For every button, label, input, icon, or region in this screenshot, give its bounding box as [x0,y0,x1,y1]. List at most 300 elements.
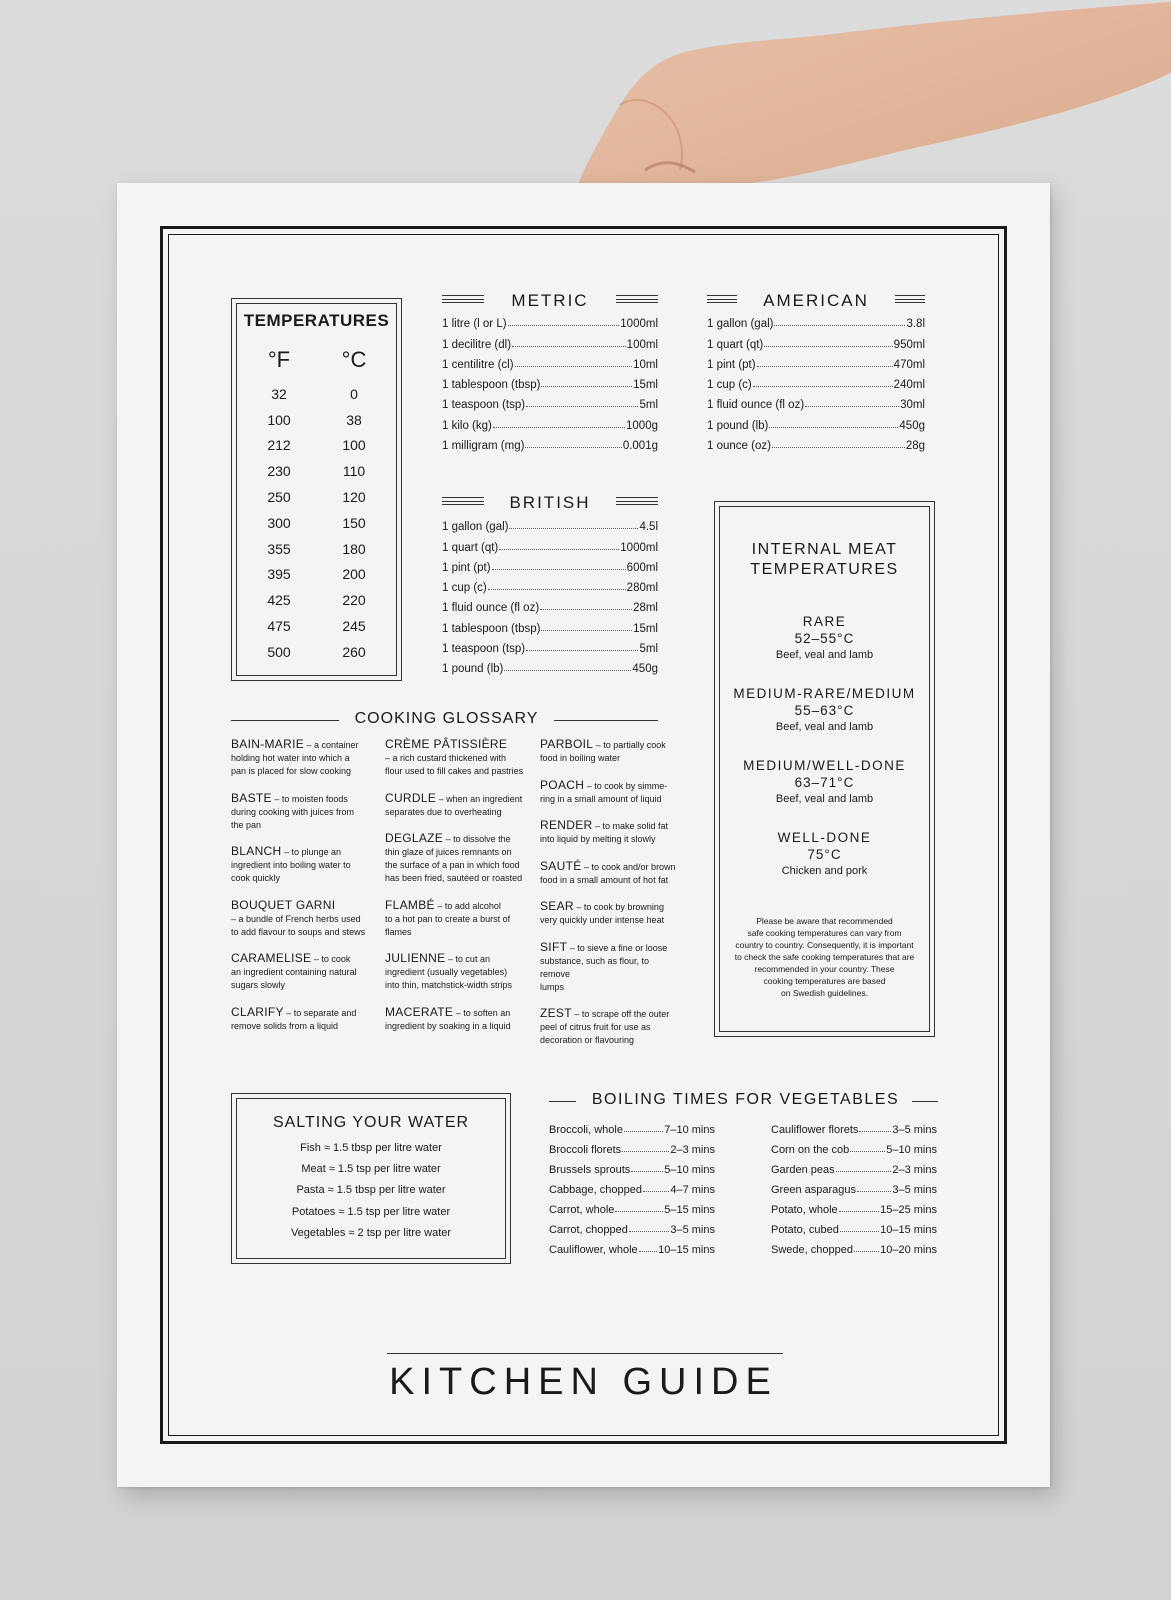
row-label: 1 fluid ounce (fl oz) [707,399,805,412]
row-label: 1 cup (c) [707,379,752,392]
leader-dots [840,1231,879,1232]
glossary-first-line [385,1006,525,1020]
glossary-definition-line: flour used to fill cakes and pastries [385,766,524,776]
meat-level-name: RARE [802,614,847,629]
row-label: 1 quart (qt) [442,541,499,554]
meat-level-temp: 55–63°C [794,703,855,718]
glossary-item [540,1007,680,1047]
row-value: 3–5 mins [892,1124,937,1136]
glossary-definition-line: food in boiling water [540,753,621,763]
boiling-row [771,1236,937,1256]
leader-dots [839,1211,879,1212]
row-label: 1 pint (pt) [442,561,491,574]
celsius-value: 220 [342,592,366,609]
glossary-definition: – to sieve a fine or loose [567,942,668,953]
meat-level-temp: 75°C [807,847,842,862]
glossary-item [231,792,371,832]
glossary-definition-line: separates due to overheating [385,806,502,817]
temperature-row [254,587,379,613]
glossary-definition: – to add alcohol [434,900,501,911]
glossary-definition-line: the pan [231,819,262,830]
celsius-value: 180 [342,540,366,557]
leader-dots [622,1151,669,1152]
glossary-term: POACH [540,777,585,792]
glossary-first-line [540,779,680,793]
glossary-definition-line: has been fried, sautéed or roasted [385,873,523,883]
boiling-row [549,1136,715,1156]
boiling-row [771,1136,937,1156]
row-value: 5ml [639,399,658,412]
meat-level [715,686,934,758]
glossary-definition: – to cook and/or brown [581,861,676,872]
leader-dots [643,1191,669,1192]
leader-dots [509,528,638,529]
metric-title: METRIC [511,291,589,310]
american-row [707,432,925,452]
glossary-definition-line: decoration or flavouring [540,1035,635,1045]
row-label: 1 tablespoon (tbsp) [442,622,541,635]
row-value: 30ml [900,399,925,412]
row-label: Green asparagus [771,1184,856,1196]
temperatures-header [254,347,379,373]
fahrenheit-value: 100 [267,411,291,428]
glossary-definition: – to plunge an [281,847,342,857]
heading-bars-right [616,295,658,303]
glossary-definition: – to cook by simme- [584,780,668,791]
glossary-first-line [385,952,525,966]
british-row [442,513,658,533]
american-row [707,391,925,411]
british-row [442,554,658,574]
meat-temperatures-box [714,501,935,1037]
row-label: 1 decilitre (dl) [442,338,512,351]
glossary-term: BASTE [231,790,272,805]
leader-dots [492,569,626,570]
glossary-definition: – to separate and [283,1007,357,1018]
row-value: 2–3 mins [892,1164,937,1176]
kitchen-guide-poster [117,183,1050,1487]
glossary-definition-line: during cooking with juices from [231,806,355,817]
temperature-row [254,639,379,665]
celsius-value: 245 [342,618,366,635]
celsius-value: 200 [342,566,366,583]
glossary-term: BOUQUET GARNI [231,897,336,912]
glossary-item [385,952,525,992]
meat-title [715,540,934,580]
glossary-first-line [540,941,680,955]
row-value: 5–15 mins [664,1204,715,1216]
glossary-column-3 [540,738,680,1061]
temperature-row [254,458,379,484]
row-value: 4.5l [639,521,658,534]
row-value: 15–25 mins [880,1204,937,1216]
glossary-definition-line: food in a small amount of hot fat [540,874,669,885]
meat-level-name: MEDIUM-RARE/MEDIUM [733,686,916,701]
glossary-definition-line: into thin, matchstick-width strips [385,980,513,990]
row-value: 0.001g [622,440,658,453]
glossary-definition-line: an ingredient containing natural [231,967,357,977]
leader-dots [512,346,626,347]
glossary-definition-line: ingredient into boiling water to [231,860,351,870]
row-label: 1 centilitre (cl) [442,358,514,371]
leader-dots [526,650,638,651]
glossary-first-line [540,900,680,914]
glossary-definition: – when an ingredient [436,793,523,804]
glossary-first-line [231,738,371,752]
glossary-definition-line: peel of citrus fruit for use as [540,1022,651,1032]
row-label: 1 litre (l or L) [442,318,507,331]
glossary-item [385,792,525,819]
row-value: 5–10 mins [886,1144,937,1156]
fahrenheit-value: 475 [267,618,291,635]
glossary-item [540,738,680,765]
american-table [707,310,925,452]
leader-dots [774,325,905,326]
glossary-definition: – to cook [311,954,351,964]
celsius-value: 120 [342,489,366,506]
temperature-row [254,510,379,536]
leader-dots [541,630,632,631]
row-value: 3–5 mins [670,1224,715,1236]
row-value: 280ml [626,582,658,595]
row-value: 10ml [633,358,658,371]
celsius-value: 110 [342,463,366,480]
temperatures-box [231,298,402,681]
fahrenheit-value: 250 [267,489,291,506]
glossary-definition: – to moisten foods [271,793,348,804]
glossary-rule-right [554,720,658,721]
boiling-row [549,1156,715,1176]
row-label: Swede, chopped [771,1244,853,1256]
fahrenheit-value: 300 [267,514,291,531]
row-label: Broccoli florets [549,1144,622,1156]
row-label: Broccoli, whole [549,1124,623,1136]
glossary-definition-line: ingredient (usually vegetables) [385,967,508,977]
glossary-term: BLANCH [231,844,282,858]
celsius-value: 150 [342,514,366,531]
glossary-first-line [385,832,525,846]
glossary-definition-line: thin glaze of juices remnants on [385,847,512,857]
leader-dots [805,406,899,407]
meat-level-desc: Beef, veal and lamb [775,793,874,805]
row-label: 1 gallon (gal) [707,318,774,331]
glossary-term: CLARIFY [231,1004,284,1019]
row-label: 1 pound (lb) [707,419,769,432]
leader-dots [631,1171,663,1172]
fahrenheit-value: 32 [271,385,287,402]
poster-title: KITCHEN GUIDE [389,1361,778,1403]
row-label: 1 tablespoon (tbsp) [442,379,541,392]
leader-dots [624,1131,663,1132]
british-row [442,594,658,614]
salting-line: Potatoes ≈ 1.5 tsp per litre water [291,1205,451,1218]
leader-dots [541,386,632,387]
row-value: 450g [632,663,658,676]
metric-heading [442,291,658,311]
leader-dots [854,1251,879,1252]
glossary-definition: – to scrape off the outer [571,1009,670,1019]
boiling-row [549,1116,715,1136]
american-title: AMERICAN [763,291,869,310]
meat-level-name: WELL-DONE [777,830,872,845]
glossary-title: COOKING GLOSSARY [354,710,539,727]
british-row [442,614,658,634]
row-value: 10–15 mins [880,1224,937,1236]
glossary-item [540,860,680,887]
row-label: 1 cup (c) [442,582,487,595]
glossary-definition-line: flames [385,926,412,937]
glossary-definition: – a container [304,740,359,750]
celsius-value: 0 [350,385,358,402]
metric-row [442,330,658,350]
glossary-first-line [385,738,525,752]
glossary-item [231,738,371,778]
row-value: 1000g [626,419,658,432]
meat-level-temp: 63–71°C [794,775,855,790]
glossary-first-line [231,792,371,806]
american-row [707,371,925,391]
celsius-value: 260 [342,643,366,660]
glossary-item [385,738,525,778]
glossary-definition: – to partially cook [593,740,666,750]
glossary-item [385,899,525,939]
temperature-row [254,536,379,562]
american-heading [707,291,925,311]
meat-level-desc: Beef, veal and lamb [775,649,874,661]
temperature-row [254,381,379,407]
leader-dots [857,1191,891,1192]
glossary-definition-line: sugars slowly [231,980,286,990]
glossary-column-2 [385,738,525,1046]
meat-level [715,614,934,686]
leader-dots [859,1131,891,1132]
row-label: Cauliflower, whole [549,1244,638,1256]
temperature-row [254,407,379,433]
glossary-definition-line: remove solids from a liquid [231,1020,339,1031]
leader-dots [526,406,638,407]
fahrenheit-value: 395 [267,566,291,583]
salting-list [232,1138,510,1244]
boiling-row [549,1236,715,1256]
glossary-term: SIFT [540,939,568,954]
row-value: 2–3 mins [670,1144,715,1156]
meat-title-line2: TEMPERATURES [750,561,899,578]
glossary-definition: – to make solid fat [592,821,669,831]
metric-row [442,371,658,391]
meat-level-temp: 52–55°C [794,631,855,646]
british-row [442,635,658,655]
leader-dots [488,589,626,590]
glossary-definition: – to soften an [453,1007,511,1018]
glossary-definition: – to cook by browning [573,902,664,912]
leader-dots [836,1171,892,1172]
row-value: 15ml [633,379,658,392]
leader-dots [629,1231,669,1232]
row-value: 5ml [639,643,658,656]
glossary-item [385,1006,525,1033]
boiling-row [549,1196,715,1216]
glossary-first-line [540,738,680,752]
row-label: 1 milligram (mg) [442,440,525,453]
metric-row [442,391,658,411]
temperature-row [254,433,379,459]
glossary-first-line [540,860,680,874]
metric-row [442,310,658,330]
row-label: 1 quart (qt) [707,338,764,351]
boiling-row [549,1216,715,1236]
row-value: 5–10 mins [664,1164,715,1176]
glossary-term: JULIENNE [385,951,446,965]
leader-dots [515,366,632,367]
row-value: 10–20 mins [880,1244,937,1256]
leader-dots [769,427,898,428]
boiling-list-right [771,1116,937,1256]
leader-dots [764,346,892,347]
glossary-term: CRÈME PÂTISSIÈRE [385,737,508,751]
row-label: Brussels sprouts [549,1164,631,1176]
glossary-definition: – to cut an [445,954,490,964]
glossary-term: FLAMBÉ [385,897,435,912]
meat-level-name: MEDIUM/WELL-DONE [743,758,906,773]
boiling-list-left [549,1116,715,1256]
row-value: 10–15 mins [658,1244,715,1256]
row-value: 4–7 mins [670,1184,715,1196]
metric-row [442,351,658,371]
boiling-rule-left [549,1101,576,1102]
meat-note-line: country to country. Consequently, it is important [735,940,914,950]
row-value: 240ml [893,379,925,392]
meat-note-line: on Swedish guidelines. [781,988,868,998]
salting-line: Fish ≈ 1.5 tbsp per litre water [300,1142,442,1154]
meat-level-desc: Chicken and pork [781,865,868,877]
meat-note-line: safe cooking temperatures can vary from [747,928,902,938]
glossary-first-line [231,952,371,966]
glossary-item [231,1006,371,1033]
row-label: Carrot, whole [549,1204,615,1216]
glossary-item [540,900,680,927]
row-value: 1000ml [620,541,658,554]
british-row [442,533,658,553]
leader-dots [540,609,632,610]
row-label: 1 teaspoon (tsp) [442,643,526,656]
glossary-term: RENDER [540,818,593,832]
row-value: 950ml [893,338,925,351]
leader-dots [772,447,905,448]
salting-line: Pasta ≈ 1.5 tbsp per litre water [296,1184,446,1197]
glossary-definition-line: cook quickly [231,873,281,883]
glossary-term: SEAR [540,899,574,913]
glossary-first-line [231,845,371,859]
metric-row [442,411,658,431]
meat-note-line: to check the safe cooking temperatures that are [734,952,915,962]
glossary-definition-line: ingredient by soaking in a liquid [385,1020,511,1031]
glossary-item [540,941,680,994]
glossary-definition-line: substance, such as flour, to remove [540,955,650,979]
row-value: 3–5 mins [892,1184,937,1196]
glossary-definition-line: the surface of a pan in which food [385,860,520,870]
row-value: 1000ml [620,318,658,331]
glossary-item [540,819,680,846]
leader-dots [504,670,631,671]
glossary-item [231,952,371,992]
glossary-definition: – to dissolve the [443,834,511,844]
glossary-item [231,845,371,885]
fahrenheit-value: 212 [267,437,291,454]
british-title: BRITISH [509,493,591,512]
row-label: Cauliflower florets [771,1124,859,1136]
fahrenheit-value: 355 [267,540,291,557]
fahrenheit-header: °F [267,347,291,372]
metric-table [442,310,658,452]
glossary-definition-line: lumps [540,981,565,992]
glossary-term: PARBOIL [540,737,594,751]
glossary-term: BAIN-MARIE [231,737,305,751]
glossary-item [231,899,371,939]
row-value: 100ml [626,338,658,351]
row-label: Potato, cubed [771,1224,839,1236]
row-label: 1 fluid ounce (fl oz) [442,602,540,615]
temperature-row [254,562,379,588]
boiling-row [771,1156,937,1176]
boiling-row [771,1216,937,1236]
glossary-first-line [540,1007,680,1021]
leader-dots [757,366,893,367]
salting-line: Meat ≈ 1.5 tsp per litre water [301,1163,441,1176]
british-heading [442,493,658,513]
glossary-term: DEGLAZE [385,831,444,845]
row-value: 7–10 mins [664,1124,715,1136]
metric-row [442,432,658,452]
glossary-first-line [385,792,525,806]
row-value: 15ml [633,622,658,635]
american-row [707,411,925,431]
glossary-first-line [385,899,525,913]
fahrenheit-value: 425 [267,592,291,609]
row-label: 1 pint (pt) [707,358,756,371]
row-value: 450g [899,419,925,432]
glossary-term: MACERATE [385,1004,454,1019]
british-table [442,513,658,675]
meat-levels [715,614,934,902]
boiling-row [771,1196,937,1216]
leader-dots [493,427,625,428]
leader-dots [753,386,893,387]
fahrenheit-value: 230 [267,463,291,480]
glossary-term: ZEST [540,1006,572,1020]
row-value: 3.8l [906,318,925,331]
leader-dots [615,1211,663,1212]
american-row [707,351,925,371]
salting-title: SALTING YOUR WATER [272,1114,470,1131]
title-rule [387,1353,783,1354]
glossary-first-line [231,1006,371,1020]
american-row [707,310,925,330]
glossary-rule-left [231,720,339,721]
boiling-rule-right [912,1101,938,1102]
meat-note [725,915,924,999]
row-value: 28ml [633,602,658,615]
glossary-definition-line: pan is placed for slow cooking [231,766,352,776]
row-value: 600ml [626,561,658,574]
celsius-value: 38 [346,411,362,428]
heading-bars-right [616,497,658,505]
row-label: Potato, whole [771,1204,838,1216]
row-label: 1 ounce (oz) [707,440,771,453]
glossary-definition-line: very quickly under intense heat [540,915,665,925]
row-label: 1 pound (lb) [442,663,504,676]
glossary-item [385,832,525,885]
glossary-definition-line: – a bundle of French herbs used [231,913,361,924]
